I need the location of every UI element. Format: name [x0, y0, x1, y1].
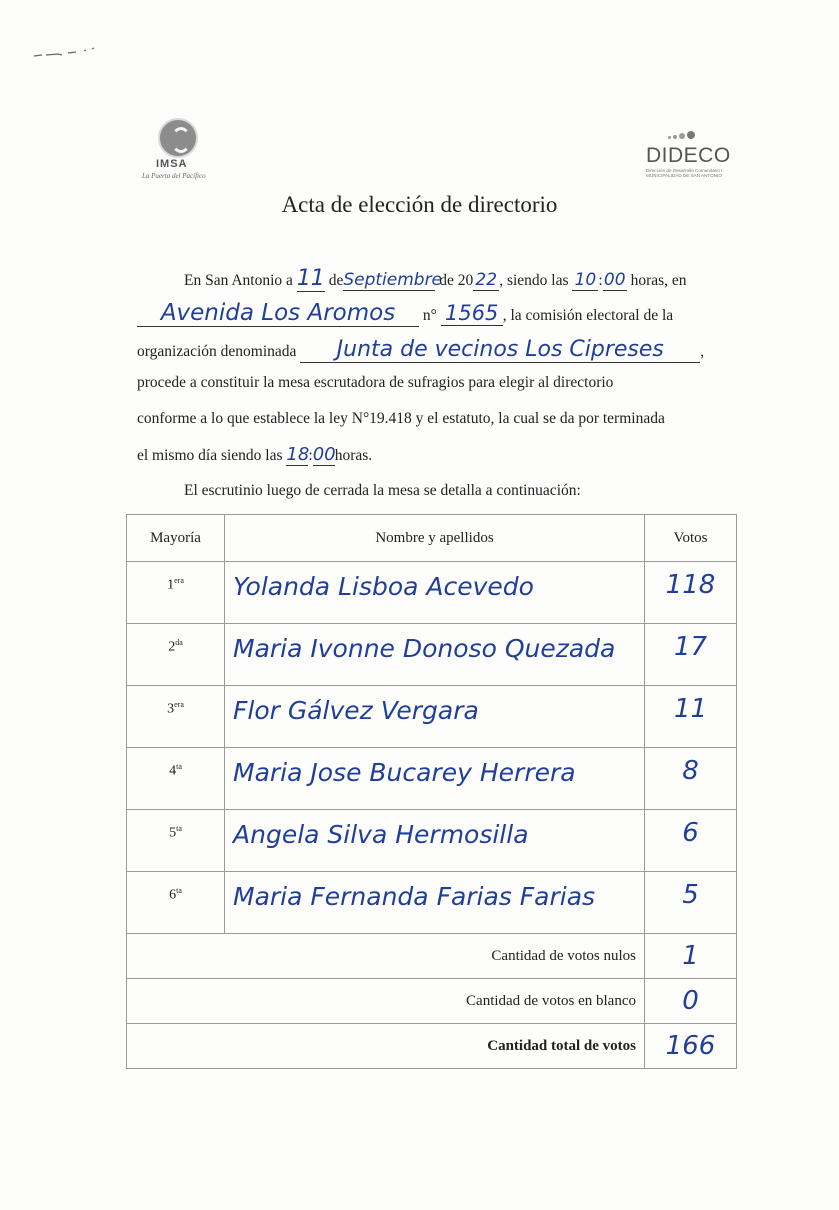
imsa-logo [138, 112, 218, 184]
table-row [127, 748, 737, 810]
table-row [127, 562, 737, 624]
handwritten-year: 22 [473, 270, 499, 291]
handwritten-start-hour: 10 [572, 270, 598, 291]
paragraph-line-4: procede a constituir la mesa escrutadora de sufragios para elegir al directorio [137, 374, 614, 391]
text-segment: En San Antonio a [184, 272, 293, 289]
handwritten-street-number: 1565 [441, 301, 503, 326]
total-votes-value: 166 [645, 1024, 737, 1069]
text-segment: : [308, 447, 313, 464]
paragraph-line-2 [137, 300, 673, 327]
null-votes-label: Cantidad de votos nulos [127, 934, 645, 979]
candidate-name: Flor Gálvez Vergara [225, 686, 645, 748]
text-segment: horas, en [630, 272, 687, 289]
header-mayoria: Mayoría [127, 515, 225, 562]
text-segment: organización denominada [137, 343, 297, 360]
candidate-votes: 17 [645, 624, 737, 686]
table-row [127, 810, 737, 872]
dideco-dots-icon [668, 126, 697, 144]
rank-cell: $5^{ta}$ [127, 810, 225, 872]
results-intro: El escrutinio luego de cerrada la mesa se detalla a continuación: [184, 482, 581, 499]
blank-votes-label: Cantidad de votos en blanco [127, 979, 645, 1024]
text-segment: de 20 [439, 272, 474, 289]
paragraph-line-5: conforme a lo que establece la ley N°19.418 y el estatuto, la cual se da por terminada [137, 410, 665, 427]
candidate-name: Angela Silva Hermosilla [225, 810, 645, 872]
text-segment: , la comisión electoral de la [502, 307, 674, 324]
results-table [126, 514, 737, 1069]
text-segment: , siendo las [499, 272, 569, 289]
paragraph-line-6 [137, 444, 372, 466]
table-row [127, 872, 737, 934]
text-segment: : [598, 272, 603, 289]
header-votos: Votos [645, 515, 737, 562]
blank-votes-row [127, 979, 737, 1024]
dideco-logo-text: DIDECO [646, 144, 731, 167]
paragraph-line-3 [137, 337, 704, 363]
candidate-votes: 11 [645, 686, 737, 748]
document-title: Acta de elección de directorio [281, 192, 558, 217]
handwritten-street: Avenida Los Aromos [137, 300, 419, 327]
paragraph-line-1 [184, 266, 687, 292]
handwritten-end-hour: 18 [286, 444, 310, 465]
table-header-row [127, 515, 737, 562]
handwritten-month: Septiembre [343, 270, 443, 290]
dideco-logo-subtitle: Dirección de Desarrollo Comunitario I. MUNICIPALIDAD DE SAN ANTONIO [646, 168, 724, 178]
handwritten-organization: Junta de vecinos Los Cipreses [300, 337, 700, 363]
imsa-logo-text: IMSA [156, 158, 188, 170]
candidate-votes: 118 [645, 562, 737, 624]
rank-cell: $4^{ta}$ [127, 748, 225, 810]
handwritten-start-minutes: 00 [603, 270, 626, 290]
rank-cell: $1^{era}$ [127, 562, 225, 624]
text-segment: de [328, 272, 344, 289]
null-votes-row [127, 934, 737, 979]
table-row [127, 686, 737, 748]
candidate-votes: 8 [645, 748, 737, 810]
dideco-logo [644, 122, 744, 182]
null-votes-value: 1 [645, 934, 737, 979]
rank-cell: $2^{da}$ [127, 624, 225, 686]
imsa-emblem-icon [158, 118, 198, 158]
header-nombre: Nombre y apellidos [225, 515, 645, 562]
text-segment: n° [422, 307, 437, 324]
text-segment: , [700, 343, 705, 360]
table-row [127, 624, 737, 686]
handwritten-end-minutes: 00 [312, 444, 336, 465]
text-segment: el mismo día siendo las [137, 447, 283, 464]
blank-votes-value: 0 [645, 979, 737, 1024]
text-segment: horas. [334, 447, 373, 464]
total-votes-row [127, 1024, 737, 1069]
rank-cell: $6^{ta}$ [127, 872, 225, 934]
handwritten-day: 11 [296, 266, 325, 291]
candidate-votes: 6 [645, 810, 737, 872]
total-votes-label: Cantidad total de votos [127, 1024, 645, 1069]
candidate-name: Maria Fernanda Farias Farias [225, 872, 645, 934]
imsa-logo-subtitle: La Puerta del Pacífico [142, 172, 206, 180]
candidate-name: Maria Jose Bucarey Herrera [225, 748, 645, 810]
rank-cell: $3^{era}$ [127, 686, 225, 748]
candidate-name: Yolanda Lisboa Acevedo [225, 562, 645, 624]
candidate-name: Maria Ivonne Donoso Quezada [225, 624, 645, 686]
pen-scribble-mark [32, 46, 102, 60]
candidate-votes: 5 [645, 872, 737, 934]
